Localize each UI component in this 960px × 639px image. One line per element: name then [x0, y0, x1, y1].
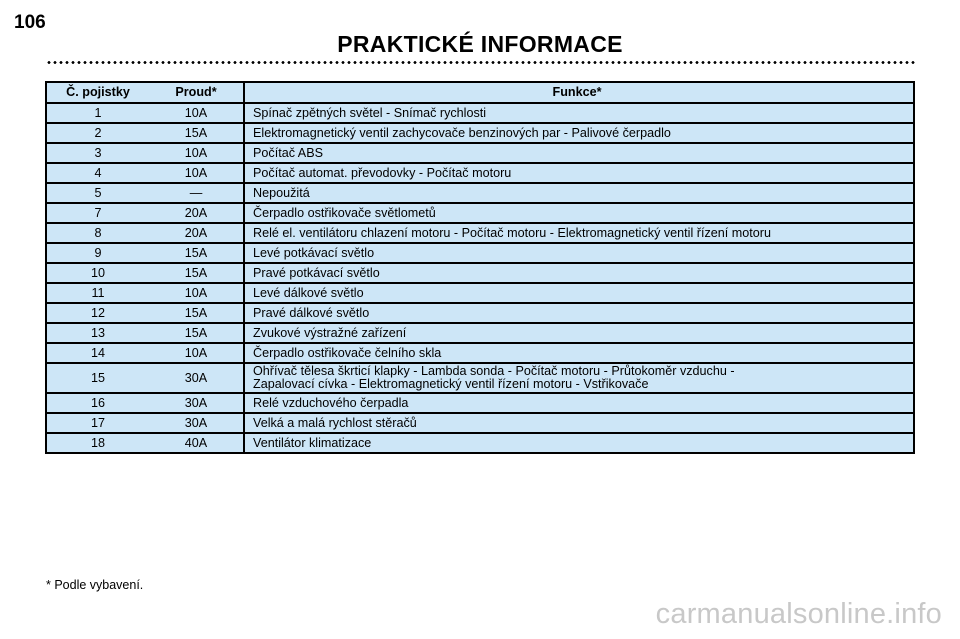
fuse-number-cell: 4: [46, 163, 149, 183]
function-cell: [244, 343, 914, 363]
fuse-number-cell: 9: [46, 243, 149, 263]
function-cell: [244, 283, 914, 303]
function-line: Spínač zpětných světel - Snímač rychlosti: [253, 105, 487, 120]
function-line: Počítač automat. převodovky - Počítač motoru: [253, 165, 512, 180]
function-cell: [244, 433, 914, 453]
table-body: [46, 103, 914, 453]
function-cell: [244, 203, 914, 223]
table-row: [46, 123, 914, 143]
function-cell: [244, 223, 914, 243]
fuse-number-cell: 8: [46, 223, 149, 243]
function-line: Relé el. ventilátoru chlazení motoru - Počítač motoru - Elektromagnetický ventil řízení motoru: [253, 225, 771, 240]
page-number: 106: [14, 12, 46, 33]
fuse-table: [45, 81, 915, 454]
function-line: Ventilátor klimatizace: [253, 435, 372, 450]
table-row: [46, 393, 914, 413]
function-line: Velká a malá rychlost stěračů: [253, 415, 417, 430]
function-cell: [244, 103, 914, 123]
function-line: Čerpadlo ostřikovače světlometů: [253, 205, 436, 220]
current-cell: 15A: [149, 323, 244, 343]
function-cell: [244, 303, 914, 323]
current-cell: 10A: [149, 343, 244, 363]
fuse-number-cell: 10: [46, 263, 149, 283]
current-cell: 15A: [149, 123, 244, 143]
fuse-number-cell: 17: [46, 413, 149, 433]
function-cell: [244, 123, 914, 143]
table-row: [46, 433, 914, 453]
watermark: carmanualsonline.info: [655, 598, 942, 630]
current-cell: 15A: [149, 303, 244, 323]
table-row: [46, 283, 914, 303]
fuse-number-cell: 15: [46, 363, 149, 393]
current-cell: 15A: [149, 243, 244, 263]
fuse-number-cell: 18: [46, 433, 149, 453]
dotted-divider: [46, 60, 916, 65]
fuse-number-cell: 13: [46, 323, 149, 343]
fuse-number-cell: 12: [46, 303, 149, 323]
function-line: Pravé dálkové světlo: [253, 305, 370, 320]
fuse-number-cell: 1: [46, 103, 149, 123]
current-cell: 30A: [149, 363, 244, 393]
function-line: Počítač ABS: [253, 145, 324, 160]
current-cell: 10A: [149, 283, 244, 303]
function-cell: [244, 143, 914, 163]
function-line: Nepoužitá: [253, 185, 310, 200]
current-cell: —: [149, 183, 244, 203]
table-row: [46, 323, 914, 343]
fuse-number-cell: 11: [46, 283, 149, 303]
function-line: Čerpadlo ostřikovače čelního skla: [253, 345, 442, 360]
table-row: [46, 143, 914, 163]
function-cell: [244, 263, 914, 283]
current-cell: 10A: [149, 103, 244, 123]
table-row: [46, 243, 914, 263]
current-cell: 40A: [149, 433, 244, 453]
fuse-number-cell: 5: [46, 183, 149, 203]
function-line: Zvukové výstražné zařízení: [253, 325, 407, 340]
table-row: [46, 223, 914, 243]
function-line: Levé potkávací světlo: [253, 245, 375, 260]
function-line: Elektromagnetický ventil zachycovače benzinových par - Palivové čerpadlo: [253, 125, 671, 140]
current-cell: 15A: [149, 263, 244, 283]
header-function: Funkce*: [244, 82, 914, 103]
table-header-row: [46, 82, 914, 103]
function-cell: [244, 163, 914, 183]
table-row: [46, 203, 914, 223]
table-row: [46, 183, 914, 203]
fuse-number-cell: 2: [46, 123, 149, 143]
current-cell: 20A: [149, 203, 244, 223]
page-title: PRAKTICKÉ INFORMACE: [337, 31, 623, 57]
current-cell: 30A: [149, 393, 244, 413]
table-row: [46, 413, 914, 433]
function-cell: [244, 183, 914, 203]
function-cell: [244, 413, 914, 433]
function-line: Relé vzduchového čerpadla: [253, 395, 409, 410]
table-row: [46, 363, 914, 393]
function-line: Levé dálkové světlo: [253, 285, 364, 300]
current-cell: 30A: [149, 413, 244, 433]
table-row: [46, 263, 914, 283]
fuse-number-cell: 14: [46, 343, 149, 363]
function-cell: [244, 243, 914, 263]
current-cell: 10A: [149, 163, 244, 183]
function-line: Pravé potkávací světlo: [253, 265, 380, 280]
header-fuse-number: Č. pojistky: [46, 82, 149, 103]
function-cell: [244, 393, 914, 413]
table-row: [46, 343, 914, 363]
fuse-number-cell: 3: [46, 143, 149, 163]
footnote: * Podle vybavení.: [46, 578, 144, 592]
table-row: [46, 103, 914, 123]
function-line: Ohřívač tělesa škrticí klapky - Lambda sonda - Počítač motoru - Průtokoměr vzduchu -: [253, 364, 735, 378]
header-current: Proud*: [149, 82, 244, 103]
function-cell: [244, 323, 914, 343]
function-line: Zapalovací cívka - Elektromagnetický ventil řízení motoru - Vstřikovače: [253, 377, 649, 391]
table-row: [46, 303, 914, 323]
function-cell: [244, 363, 914, 393]
current-cell: 10A: [149, 143, 244, 163]
fuse-number-cell: 16: [46, 393, 149, 413]
table-row: [46, 163, 914, 183]
fuse-number-cell: 7: [46, 203, 149, 223]
current-cell: 20A: [149, 223, 244, 243]
